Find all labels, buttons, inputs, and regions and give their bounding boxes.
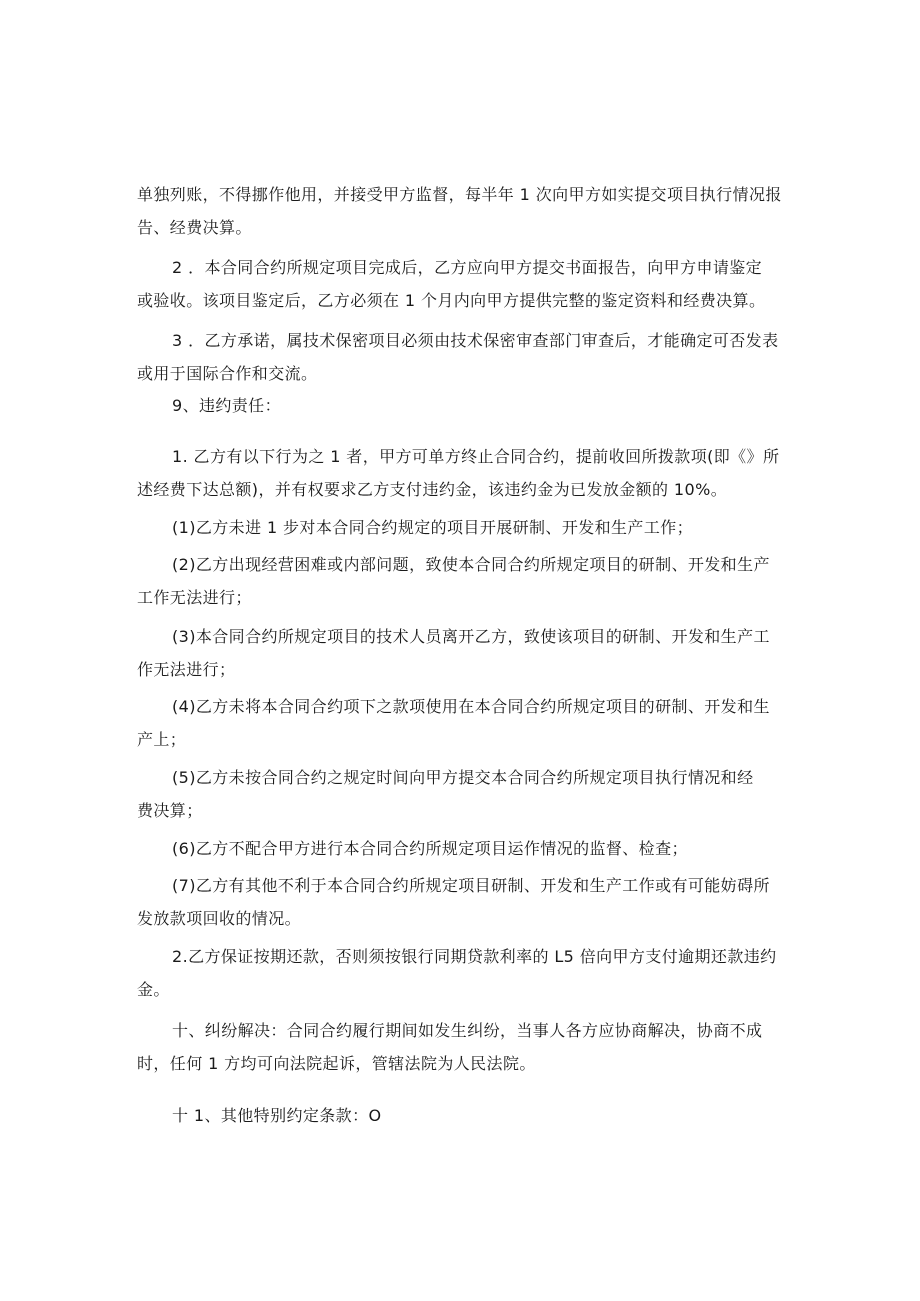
- paragraph-clause-3: [137, 324, 797, 390]
- list-item-1: [137, 511, 797, 544]
- text-line: 或验收。该项目鉴定后，乙方必须在 1 个月内向甲方提供完整的鉴定资料和经费决算。: [137, 291, 766, 310]
- text-line: 1. 乙方有以下行为之 1 者，甲方可单方终止合同合约，提前收回所拨款项(即《》所: [172, 447, 780, 466]
- text-line: 发放款项回收的情况。: [137, 909, 302, 928]
- text-line: 产上；: [137, 730, 187, 749]
- paragraph-dispute-resolution: [137, 1014, 797, 1080]
- list-item-5: [137, 761, 797, 827]
- text-line: 2 ．本合同合约所规定项目完成后，乙方应向甲方提交书面报告，向甲方申请鉴定: [172, 258, 763, 277]
- text-line: 述经费下达总额)，并有权要求乙方支付违约金，该违约金为已发放金额的 10%。: [137, 480, 728, 499]
- text-line: (3)本合同合约所规定项目的技术人员离开乙方，致使该项目的研制、开发和生产工: [172, 627, 770, 646]
- paragraph-clause-2: [137, 251, 797, 317]
- text-line: 或用于国际合作和交流。: [137, 364, 318, 383]
- text-line: 单独列账，不得挪作他用，并接受甲方监督，每半年 1 次向甲方如实提交项目执行情况报: [137, 185, 782, 204]
- text-line: 告、经费决算。: [137, 218, 252, 237]
- text-line: 作无法进行；: [137, 660, 236, 679]
- text-line: 十 1、其他特别约定条款：O: [172, 1106, 382, 1125]
- list-item-7: [137, 869, 797, 935]
- paragraph-special-terms: [137, 1099, 797, 1132]
- text-line: 3 ．乙方承诺，属技术保密项目必须由技术保密审查部门审查后，才能确定可否发表: [172, 331, 779, 350]
- text-line: 十、纠纷解决：合同合约履行期间如发生纠纷，当事人各方应协商解决，协商不成: [172, 1021, 763, 1040]
- text-line: (4)乙方未将本合同合约项下之款项使用在本合同合约所规定项目的研制、开发和生: [172, 697, 770, 716]
- list-item-3: [137, 620, 797, 686]
- text-line: (7)乙方有其他不利于本合同合约所规定项目研制、开发和生产工作或有可能妨碍所: [172, 876, 770, 895]
- text-line: 金。: [137, 980, 170, 999]
- text-line: 2.乙方保证按期还款，否则须按银行同期贷款利率的 L5 倍向甲方支付逾期还款违约: [172, 947, 777, 966]
- text-line: 费决算；: [137, 801, 203, 820]
- list-item-6: [137, 832, 797, 865]
- text-line: 时，任何 1 方均可向法院起诉，管辖法院为人民法院。: [137, 1054, 536, 1073]
- text-line: (1)乙方未进 1 步对本合同合约规定的项目开展研制、开发和生产工作；: [172, 518, 694, 537]
- section-heading-breach: [137, 389, 797, 422]
- paragraph-breach-2: [137, 940, 797, 1006]
- text-line: 9、违约责任：: [172, 396, 281, 415]
- text-line: 工作无法进行；: [137, 588, 252, 607]
- text-line: (6)乙方不配合甲方进行本合同合约所规定项目运作情况的监督、检查；: [172, 839, 688, 858]
- text-line: (5)乙方未按合同合约之规定时间向甲方提交本合同合约所规定项目执行情况和经: [172, 768, 754, 787]
- list-item-4: [137, 690, 797, 756]
- paragraph-breach-1: [137, 440, 797, 506]
- text-line: (2)乙方出现经营困难或内部问题，致使本合同合约所规定项目的研制、开发和生产: [172, 555, 770, 574]
- list-item-2: [137, 548, 797, 614]
- paragraph-fund-supervision: [137, 178, 797, 244]
